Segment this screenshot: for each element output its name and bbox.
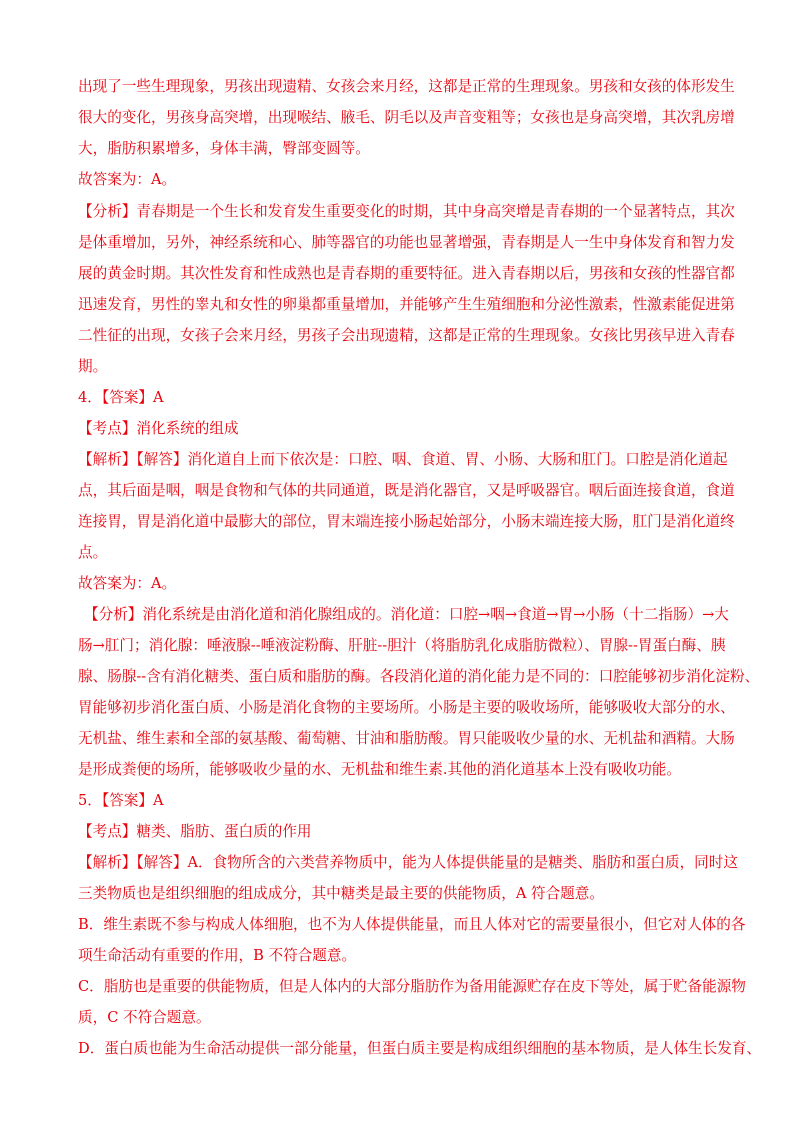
- text-line: 【分析】青春期是一个生长和发育发生重要变化的时期，其中身高突增是青春期的一个显著特点，其次: [78, 203, 735, 220]
- topic-line: 【考点】消化系统的组成: [78, 420, 239, 437]
- topic-line: 【考点】糖类、脂肪、蛋白质的作用: [78, 823, 312, 840]
- text-line: 展的黄金时期。其次性发育和性成熟也是青春期的重要特征。进入青春期以后，男孩和女孩的性器官都: [78, 265, 735, 282]
- text-line: 出现了一些生理现象，男孩出现遗精、女孩会来月经，这都是正常的生理现象。男孩和女孩的体形发生: [78, 78, 735, 95]
- text-line: 点，其后面是咽，咽是食物和气体的共同通道，既是消化器官，又是呼吸器官。咽后面连接食道，食道: [78, 482, 735, 499]
- text-line: 腺、肠腺--含有消化糖类、蛋白质和脂肪的酶。各段消化道的消化能力是不同的：口腔能够初步消化淀粉、: [78, 668, 760, 685]
- text-line: 【解析】【解答】A．食物所含的六类营养物质中，能为人体提供能量的是糖类、脂肪和蛋白质，同时这: [78, 854, 738, 871]
- text-line: 大，脂肪积累增多，身体丰满，臀部变圆等。: [78, 140, 370, 157]
- text-line: 【分析】消化系统是由消化道和消化腺组成的。消化道：口腔→咽→食道→胃→小肠（十二指肠）→大: [84, 606, 729, 623]
- text-line: 质，C 不符合题意。: [78, 1009, 211, 1026]
- text-line: 是形成粪便的场所，能够吸收少量的水、无机盐和维生素.其他的消化道基本上没有吸收功能。: [78, 761, 681, 778]
- text-line: 是体重增加，另外，神经系统和心、肺等器官的功能也显著增强，青春期是人一生中身体发育和智力发: [78, 234, 735, 251]
- text-line: 胃能够初步消化蛋白质、小肠是消化食物的主要场所。小肠是主要的吸收场所，能够吸收大部分的水、: [78, 699, 735, 716]
- text-line: 【解析】【解答】消化道自上而下依次是：口腔、咽、食道、胃、小肠、大肠和肛门。口腔是消化道起: [78, 451, 728, 468]
- text-line: 很大的变化，男孩身高突增，出现喉结、腋毛、阴毛以及声音变粗等；女孩也是身高突增，其次乳房增: [78, 109, 735, 126]
- text-line: C．脂肪也是重要的供能物质，但是人体内的大部分脂肪作为备用能源贮存在皮下等处，属于贮备能源物: [78, 978, 746, 995]
- text-line: B．维生素既不参与构成人体细胞，也不为人体提供能量，而且人体对它的需要量很小，但它对人体的各: [78, 916, 746, 933]
- text-line: 点。: [78, 544, 108, 561]
- text-line: D．蛋白质也能为生命活动提供一部分能量，但蛋白质主要是构成组织细胞的基本物质，是人体生长发育、: [78, 1040, 762, 1057]
- text-line: 期。: [78, 358, 108, 375]
- answer-heading: 4．【答案】A: [78, 389, 164, 406]
- text-line: 肠→肛门；消化腺：唾液腺--唾液淀粉酶、肝脏--胆汁（将脂肪乳化成脂肪微粒）、胃腺--胃蛋白酶、胰: [78, 637, 726, 654]
- text-line: 迅速发育，男性的睾丸和女性的卵巢都重量增加，并能够产生生殖细胞和分泌性激素，性激素能促进第: [78, 296, 735, 313]
- text-line: 项生命活动有重要的作用，B 不符合题意。: [78, 947, 357, 964]
- text-line: 二性征的出现，女孩子会来月经，男孩子会出现遗精，这都是正常的生理现象。女孩比男孩早进入青春: [78, 327, 735, 344]
- text-line: 三类物质也是组织细胞的组成成分，其中糖类是最主要的供能物质，A 符合题意。: [78, 885, 604, 902]
- text-line: 故答案为：A。: [78, 575, 177, 592]
- text-line: 连接胃，胃是消化道中最膨大的部位，胃末端连接小肠起始部分，小肠末端连接大肠，肛门是消化道终: [78, 513, 735, 530]
- answer-heading: 5．【答案】A: [78, 792, 164, 809]
- text-line: 故答案为：A。: [78, 171, 177, 188]
- text-line: 无机盐、维生素和全部的氨基酸、葡萄糖、甘油和脂肪酸。胃只能吸收少量的水、无机盐和酒精。大肠: [78, 730, 735, 747]
